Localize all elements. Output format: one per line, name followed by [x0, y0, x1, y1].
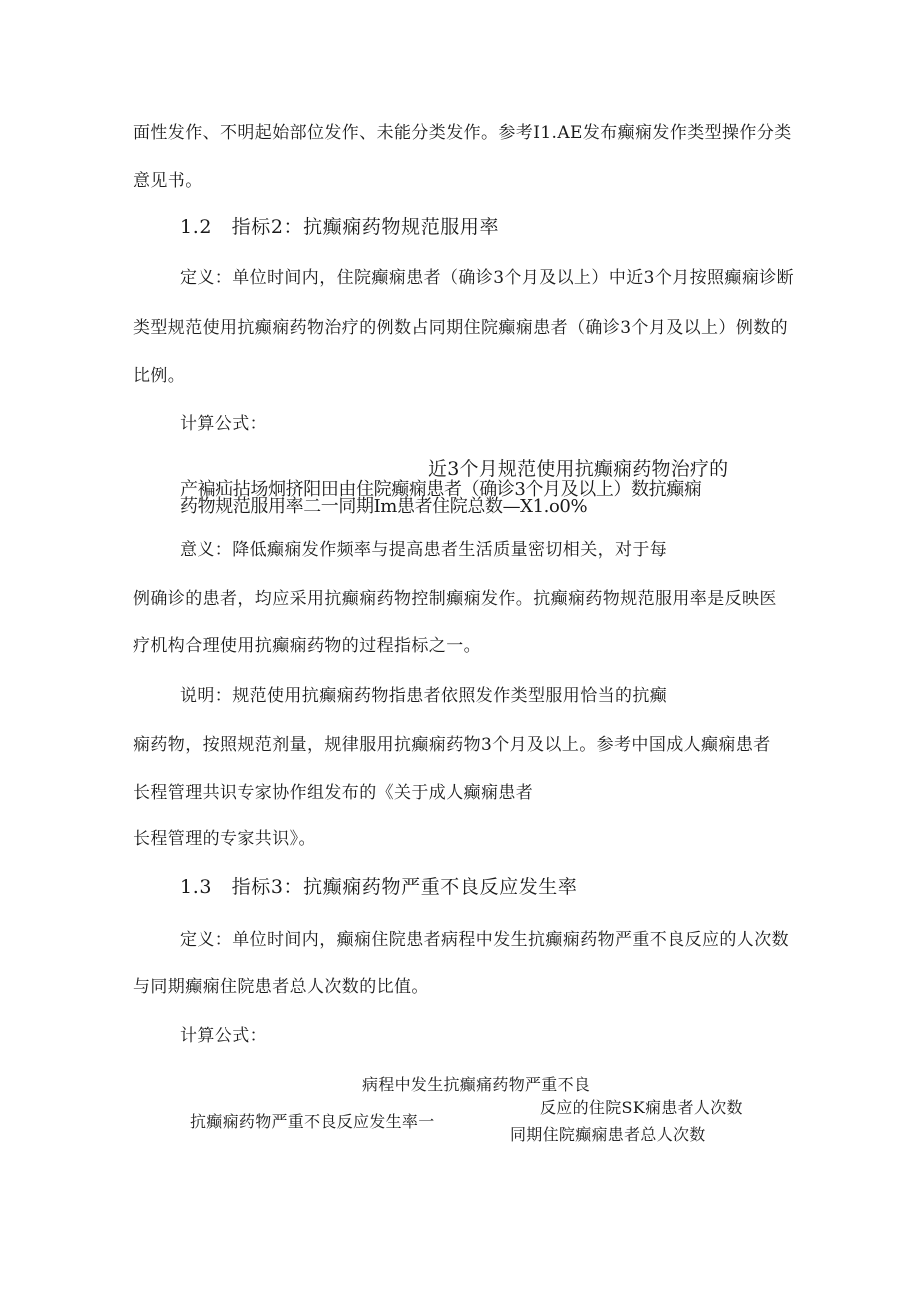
formula-label-3: 计算公式： [180, 1026, 267, 1046]
formula-2-bottom: 药物规范服用率二一同期Im患者住院总数—X1.o0% [180, 496, 588, 517]
note-line-1: 说明：规范使用抗癫痫药物指患者依照发作类型服用恰当的抗癫 [180, 686, 668, 706]
meaning-line-3: 疗机构合理使用抗癫痫药物的过程指标之一。 [133, 636, 481, 656]
formula-2-middle: 产褊疝拈场炯挤阳田由住院癫痫患者（确诊3个月及以上）数抗癫痫 [180, 479, 702, 500]
section-heading-1-3: 1.3 指标3：抗癫痫药物严重不良反应发生率 [180, 876, 578, 898]
definition-2-line-3: 比例。 [133, 366, 186, 386]
paragraph-continuation-line-2: 意见书。 [133, 171, 203, 191]
definition-3-line-2: 与同期癫痫住院患者总人次数的比值。 [133, 977, 429, 997]
definition-2-line-1: 定义：单位时间内，住院癫痫患者（确诊3个月及以上）中近3个月按照癫痫诊断 [180, 268, 795, 288]
formula-3-numerator-line-1: 病程中发生抗癫痛药物严重不良 [362, 1075, 591, 1094]
formula-2-numerator: 近3个月规范使用抗癫痫药物治疗的 [428, 458, 729, 480]
definition-2-line-2: 类型规范使用抗癫痫药物治疗的例数占同期住院癫痫患者（确诊3个月及以上）例数的 [133, 318, 789, 338]
formula-3-left-side: 抗癫痫药物严重不良反应发生率一 [190, 1112, 435, 1131]
meaning-line-2: 例确诊的患者，均应采用抗癫痫药物控制癫痫发作。抗癫痫药物规范服用率是反映医 [133, 589, 777, 609]
formula-3-denominator: 同期住院癫痫患者总人次数 [510, 1125, 706, 1144]
formula-3-numerator-line-2: 反应的住院SK痫患者人次数 [540, 1098, 743, 1117]
note-line-2: 痫药物，按照规范剂量，规律服用抗癫痫药物3个月及以上。参考中国成人癫痫患者 [133, 735, 771, 755]
formula-label-2: 计算公式： [180, 414, 267, 434]
definition-3-line-1: 定义：单位时间内，癫痫住院患者病程中发生抗癫痫药物严重不良反应的人次数 [180, 930, 789, 950]
section-heading-1-2: 1.2 指标2：抗癫痫药物规范服用率 [180, 216, 500, 238]
paragraph-continuation-line-1: 面性发作、不明起始部位发作、未能分类发作。参考I1.AE发布癫痫发作类型操作分类 [133, 123, 792, 143]
note-line-3: 长程管理共识专家协作组发布的《关于成人癫痫患者 [133, 783, 534, 803]
meaning-line-1: 意义：降低癫痫发作频率与提高患者生活质量密切相关，对于每 [180, 540, 668, 560]
note-line-4: 长程管理的专家共识》。 [133, 829, 316, 849]
